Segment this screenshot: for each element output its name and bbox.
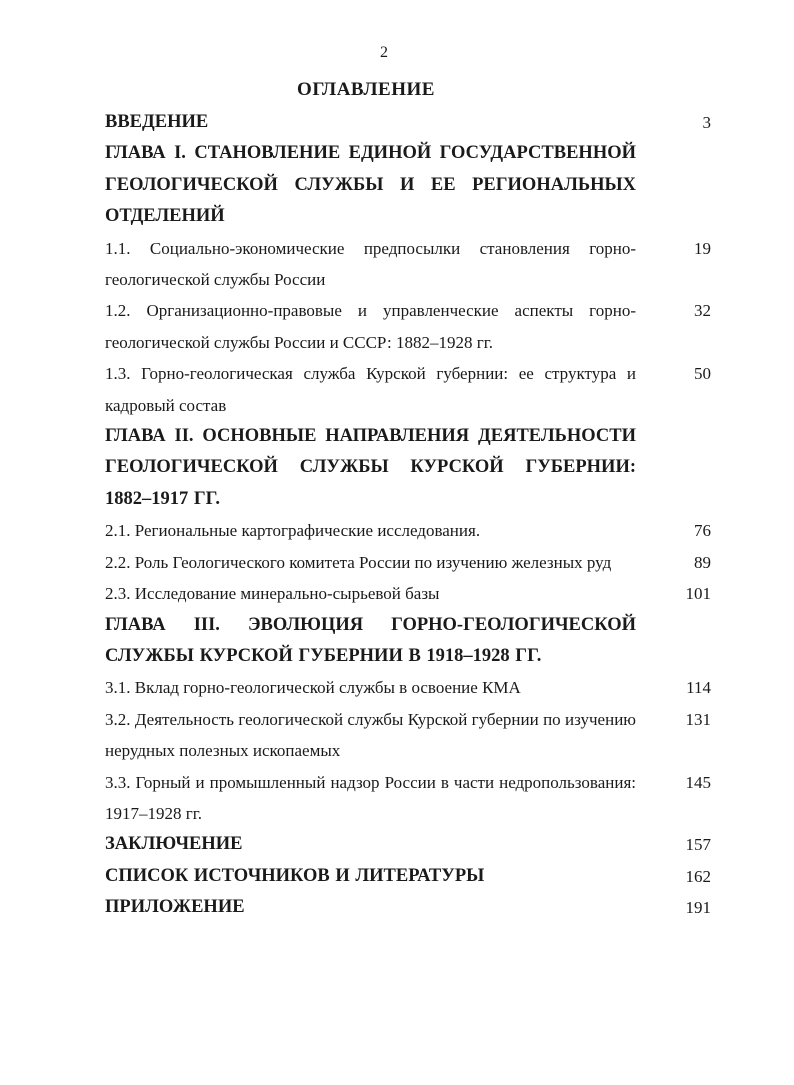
toc-entry-2-2[interactable] (105, 547, 711, 578)
toc-entry-text: 1.1. Социально-экономические предпосылки становления горно-геологической службы России (105, 238, 636, 290)
toc-entry-page: 101 (685, 584, 711, 604)
table-of-contents (105, 107, 711, 924)
toc-entry-3-3[interactable] (105, 767, 711, 830)
toc-title: ОГЛАВЛЕНИЕ (297, 79, 435, 100)
toc-entry-text: 3.3. Горный и промышленный надзор России в части недропользования: 1917–1928 гг. (105, 772, 636, 823)
toc-entry-page: 157 (685, 835, 711, 855)
toc-entry-page: 19 (694, 238, 711, 258)
toc-entry-3-2[interactable] (105, 704, 711, 767)
toc-entry-text: 2.3. Исследование минерально-сырьевой базы (105, 584, 440, 604)
toc-entry-page: 89 (694, 552, 711, 572)
toc-entry-text: 1.3. Горно-геологическая служба Курской губернии: ее структура и кадровый состав (105, 364, 636, 415)
toc-entry-text: ГЛАВА I. СТАНОВЛЕНИЕ ЕДИНОЙ ГОСУДАРСТВЕННОЙ ГЕОЛОГИЧЕСКОЙ СЛУЖБЫ И ЕЕ РЕГИОНАЛЬНЫХ ОТДЕЛЕНИЙ (105, 143, 636, 227)
toc-entry-text: 3.1. Вклад горно-геологической службы в освоение КМА (105, 678, 521, 698)
toc-entry-appendix[interactable] (105, 892, 711, 923)
toc-entry-page: 162 (685, 866, 711, 886)
toc-entry-chapter-2[interactable] (105, 421, 711, 515)
page-number: 2 (380, 44, 388, 61)
toc-entry-chapter-1[interactable] (105, 138, 711, 232)
toc-entry-page: 50 (694, 364, 711, 384)
toc-entry-page: 114 (686, 678, 711, 698)
toc-entry-conclusion[interactable] (105, 829, 711, 860)
toc-entry-3-1[interactable] (105, 672, 711, 703)
toc-entry-bibliography[interactable] (105, 861, 711, 892)
toc-entry-page: 145 (685, 772, 711, 792)
toc-entry-2-1[interactable] (105, 515, 711, 546)
toc-entry-1-1[interactable] (105, 233, 711, 296)
toc-entry-text: 2.2. Роль Геологического комитета России по изучению железных руд (105, 552, 612, 572)
toc-entry-page: 3 (702, 113, 711, 132)
toc-entry-text: 2.1. Региональные картографические исследования. (105, 521, 481, 541)
toc-entry-chapter-3[interactable] (105, 610, 711, 673)
toc-entry-text: ГЛАВА III. ЭВОЛЮЦИЯ ГОРНО-ГЕОЛОГИЧЕСКОЙ СЛУЖБЫ КУРСКОЙ ГУБЕРНИИ В 1918–1928 ГГ. (105, 614, 636, 666)
toc-entry-text: ВВЕДЕНИЕ (105, 112, 209, 132)
toc-entry-text: 3.2. Деятельность геологической службы Курской губернии по изучению нерудных полезных ископаемых (105, 709, 636, 761)
toc-entry-page: 191 (685, 898, 711, 918)
toc-entry-text: 1.2. Организационно-правовые и управленческие аспекты горно-геологической службы России и СССР: 1882–1928 гг. (105, 301, 636, 352)
toc-entry-page: 76 (694, 521, 711, 541)
toc-entry-text: ГЛАВА II. ОСНОВНЫЕ НАПРАВЛЕНИЯ ДЕЯТЕЛЬНОСТИ ГЕОЛОГИЧЕСКОЙ СЛУЖБЫ КУРСКОЙ ГУБЕРНИИ: 1882–1917 ГГ. (105, 426, 636, 509)
toc-entry-page: 32 (694, 301, 711, 321)
toc-entry-1-3[interactable] (105, 358, 711, 421)
toc-entry-text: ЗАКЛЮЧЕНИЕ (105, 834, 243, 855)
toc-entry-text: СПИСОК ИСТОЧНИКОВ И ЛИТЕРАТУРЫ (105, 865, 485, 886)
toc-entry-page: 131 (685, 709, 711, 729)
toc-entry-2-3[interactable] (105, 578, 711, 609)
toc-entry-1-2[interactable] (105, 295, 711, 358)
toc-entry-text: ПРИЛОЖЕНИЕ (105, 897, 245, 918)
toc-entry-introduction[interactable] (105, 107, 711, 138)
